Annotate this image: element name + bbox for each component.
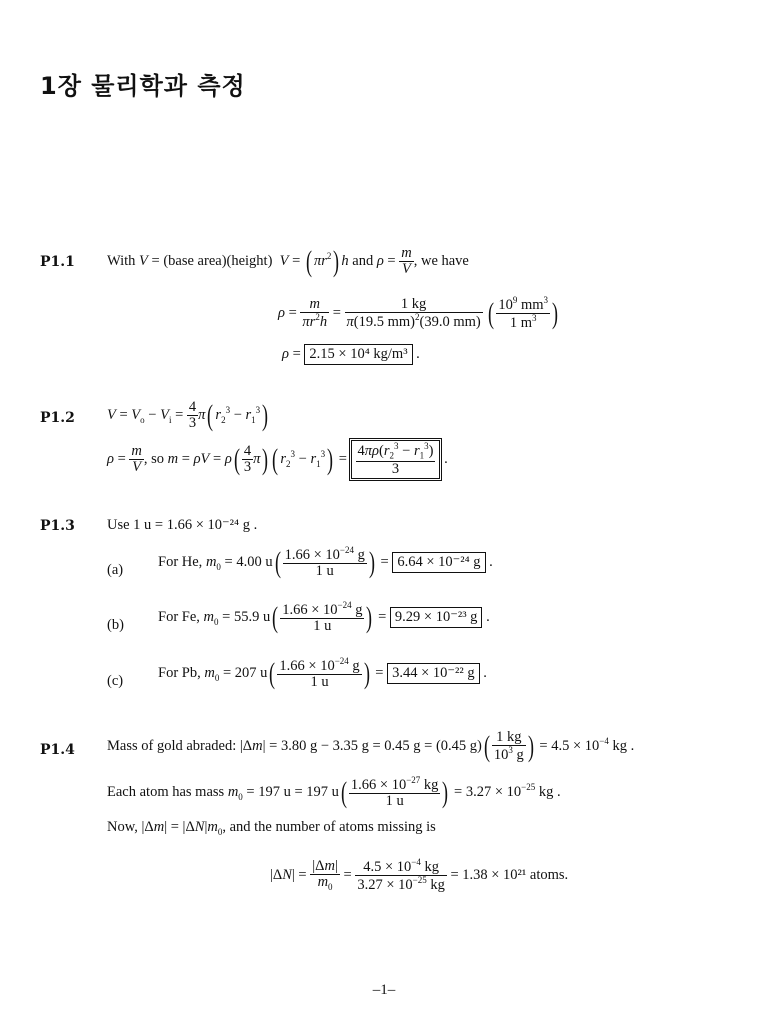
p1-4-line-3: Now, $|\Delta m| = |\Delta N|m_0$, and the number of atoms missing is bbox=[107, 819, 436, 837]
p1-3-part-tag: (a) bbox=[107, 562, 124, 578]
p1-1-intro: With bbox=[107, 253, 136, 270]
p1-2-volume-eq: $V = V_o - V_i$ = $\frac{4}{3}$ π( $r_2^3 - r_1^3$) bbox=[107, 398, 269, 432]
p1-4-line-1: Mass of gold abraded: |Δm| = 3.80 g − 3.35 g = 0.45 g = (0.45 g)( $\frac{1 kg}{10^3 g}$ ) = $4.5 \times 10^{-4}$ kg . bbox=[107, 729, 635, 764]
page-number: –1– bbox=[372, 982, 396, 998]
problem-label-p1-2: P1.2 bbox=[40, 410, 75, 426]
p1-1-answer: 2.15 × 10⁴ kg/m³ bbox=[304, 344, 412, 365]
p1-1-equation: ρ = $\frac{m}{\pi r^2h}$ = $\frac{1 kg}{\pi(19.5 mm)^2(39.0 mm)}$ ( $\frac{10^9 mm^3}{1 m^3}$ ) bbox=[278, 295, 559, 331]
problem-label-p1-4: P1.4 bbox=[40, 742, 75, 758]
chapter-title: 1장 물리학과 측정 bbox=[40, 72, 246, 100]
p1-4-line-2: Each atom has mass $m_0 = 197$ u = 197 u( $\frac{1.66 \times 10^{-27} kg}{1 u}$ ) = $3.27 \times 10^{-25}$ kg . bbox=[107, 775, 561, 810]
problem-label-p1-3: P1.3 bbox=[40, 518, 75, 534]
p1-3-part-c: For Pb, $m_0 = 207$ u( $\frac{1.66 \times 10^{-24} g}{1 u}$ ) = 3.44 × 10⁻²² g . bbox=[158, 656, 487, 691]
p1-1-statement: With V = (base area)(height) V = ( $\pi r^2$) h and ρ = $\frac{m}{V}$ , we have bbox=[107, 244, 469, 278]
p1-1-answer-line: ρ = 2.15 × 10⁴ kg/m³ . bbox=[282, 344, 420, 365]
p1-4-result: |ΔN| = $\frac{|\Delta m|}{m_0}$ = $\frac{4.5 \times 10^{-4} kg}{3.27 \times 10^{-25} kg}$ = 1.38 × 10²¹ atoms. bbox=[270, 857, 569, 893]
p1-3-part-b: For Fe, $m_0 = 55.9$ u( $\frac{1.66 \times 10^{-24} g}{1 u}$ ) = 9.29 × 10⁻²³ g . bbox=[158, 600, 490, 635]
p1-3-part-tag: (b) bbox=[107, 617, 124, 633]
p1-2-density-eq: ρ = $\frac{m}{V}$ , so m = ρV = ρ( $\frac{4}{3}$ π) ( $r_2^3 - r_1^3$) = $\frac{4\pi\rho(r_2^3 - r_1^3)}{3}$ . bbox=[107, 440, 448, 479]
p1-2-answer: $\frac{4\pi\rho(r_2^3 - r_1^3)}{3}$ bbox=[351, 440, 441, 479]
p1-2-so: , so bbox=[143, 451, 165, 468]
p1-1-and: and bbox=[352, 253, 374, 270]
p1-3-answer: 3.44 × 10⁻²² g bbox=[387, 663, 480, 684]
p1-1-we-have: , we have bbox=[413, 253, 469, 270]
p1-3-part-a: For He, $m_0 = 4.00$ u( $\frac{1.66 \times 10^{-24} g}{1 u}$ ) = 6.64 × 10⁻²⁴ g . bbox=[158, 545, 493, 580]
p1-3-part-tag: (c) bbox=[107, 673, 124, 689]
problem-label-p1-1: P1.1 bbox=[40, 254, 75, 270]
p1-3-intro: Use 1 u = 1.66 × 10⁻²⁴ g . bbox=[107, 517, 258, 533]
p1-3-answer: 9.29 × 10⁻²³ g bbox=[390, 607, 483, 628]
p1-3-answer: 6.64 × 10⁻²⁴ g bbox=[392, 552, 485, 573]
